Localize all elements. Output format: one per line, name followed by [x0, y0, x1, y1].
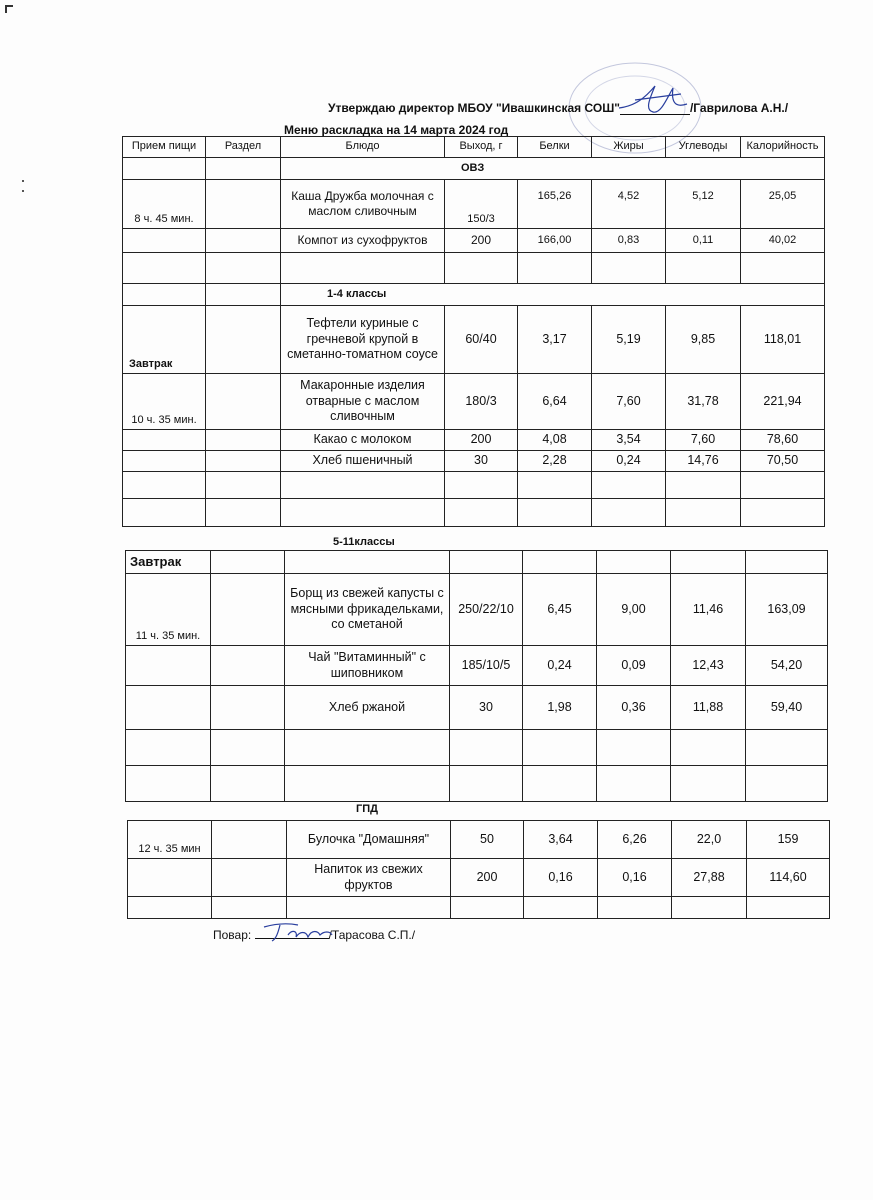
dish-fat: 3,54 — [592, 430, 666, 451]
dish-carbs: 27,88 — [672, 859, 747, 897]
section-row-1-4 — [123, 284, 825, 306]
meal-time-gpd: 12 ч. 35 мин — [128, 821, 212, 859]
meal-label-5-11: Завтрак — [126, 551, 211, 574]
table-row — [126, 574, 828, 646]
dish-protein: 6,45 — [523, 574, 597, 646]
page-speck — [22, 190, 24, 192]
dish-output: 185/10/5 — [450, 646, 523, 686]
dish-name: Макаронные изделия отварные с маслом сливочным — [281, 374, 445, 430]
table-row-empty — [126, 766, 828, 802]
dish-output: 250/22/10 — [450, 574, 523, 646]
table-row-empty — [123, 472, 825, 499]
dish-output: 180/3 — [445, 374, 518, 430]
dish-name: Хлеб ржаной — [285, 686, 450, 730]
section-title-ovz: ОВЗ — [281, 158, 825, 180]
dish-output: 60/40 — [445, 306, 518, 374]
table-row — [123, 430, 825, 451]
dish-carbs: 5,12 — [666, 180, 741, 229]
dish-protein: 3,64 — [524, 821, 598, 859]
dish-protein: 6,64 — [518, 374, 592, 430]
page-speck — [22, 180, 24, 182]
meal-label-1-4: Завтрак — [123, 306, 206, 374]
dish-calories: 118,01 — [741, 306, 825, 374]
menu-table-top — [122, 136, 825, 527]
dish-calories: 159 — [747, 821, 830, 859]
dish-calories: 70,50 — [741, 451, 825, 472]
director-signature — [615, 78, 695, 123]
meal-time-ovz: 8 ч. 45 мин. — [123, 180, 206, 229]
dish-fat: 5,19 — [592, 306, 666, 374]
dish-calories: 59,40 — [746, 686, 828, 730]
col-section: Раздел — [206, 137, 281, 158]
section-title-gpd: ГПД — [356, 803, 378, 815]
table-row-empty — [128, 897, 830, 919]
dish-name: Напиток из свежих фруктов — [287, 859, 451, 897]
section-title-5-11: 5-11классы — [333, 536, 395, 548]
table-row-empty — [126, 730, 828, 766]
dish-carbs: 11,46 — [671, 574, 746, 646]
dish-name: Тефтели куриные с гречневой крупой в сметанно-томатном соусе — [281, 306, 445, 374]
dish-output: 30 — [445, 451, 518, 472]
section-row-ovz — [123, 158, 825, 180]
dish-name: Борщ из свежей капусты с мясными фрикадельками, со сметаной — [285, 574, 450, 646]
cook-name: /Тарасова С.П./ — [328, 928, 416, 942]
dish-protein: 2,28 — [518, 451, 592, 472]
dish-carbs: 22,0 — [672, 821, 747, 859]
table-row — [126, 646, 828, 686]
table-row — [126, 551, 828, 574]
director-name: /Гаврилова А.Н./ — [689, 101, 789, 115]
table-row — [126, 686, 828, 730]
dish-calories: 25,05 — [741, 180, 825, 229]
col-calories: Калорийность — [741, 137, 825, 158]
dish-fat: 0,24 — [592, 451, 666, 472]
table-row — [123, 306, 825, 374]
meal-time-1-4: 10 ч. 35 мин. — [123, 374, 206, 430]
dish-carbs: 0,11 — [666, 229, 741, 253]
dish-carbs: 9,85 — [666, 306, 741, 374]
dish-fat: 6,26 — [598, 821, 672, 859]
menu-table-gpd — [127, 820, 830, 919]
dish-name: Булочка "Домашняя" — [287, 821, 451, 859]
dish-carbs: 14,76 — [666, 451, 741, 472]
table-row — [123, 229, 825, 253]
dish-name: Чай "Витаминный" с шиповником — [285, 646, 450, 686]
col-meal: Прием пищи — [123, 137, 206, 158]
approval-text: Утверждаю директор МБОУ "Ивашкинская СОШ" — [328, 101, 620, 115]
dish-protein: 0,16 — [524, 859, 598, 897]
dish-calories: 163,09 — [746, 574, 828, 646]
dish-fat: 0,36 — [597, 686, 671, 730]
cook-label: Повар: — [213, 928, 252, 942]
table-row — [128, 821, 830, 859]
dish-calories: 54,20 — [746, 646, 828, 686]
dish-calories: 221,94 — [741, 374, 825, 430]
dish-name: Какао с молоком — [281, 430, 445, 451]
dish-output: 200 — [445, 430, 518, 451]
col-dish: Блюдо — [281, 137, 445, 158]
col-carbs: Углеводы — [666, 137, 741, 158]
dish-fat: 0,16 — [598, 859, 672, 897]
dish-carbs: 11,88 — [671, 686, 746, 730]
section-title-1-4: 1-4 классы — [281, 284, 825, 306]
dish-name: Хлеб пшеничный — [281, 451, 445, 472]
table-row-empty — [123, 499, 825, 527]
dish-name: Компот из сухофруктов — [281, 229, 445, 253]
column-header-row — [123, 137, 825, 158]
col-fat: Жиры — [592, 137, 666, 158]
dish-carbs: 7,60 — [666, 430, 741, 451]
dish-carbs: 31,78 — [666, 374, 741, 430]
table-row — [123, 374, 825, 430]
approval-line — [328, 100, 788, 115]
dish-output: 200 — [451, 859, 524, 897]
corner-mark — [5, 5, 13, 13]
cook-signature — [258, 919, 338, 945]
dish-output: 150/3 — [445, 180, 518, 229]
dish-protein: 3,17 — [518, 306, 592, 374]
table-row — [128, 859, 830, 897]
dish-output: 200 — [445, 229, 518, 253]
meal-time-5-11: 11 ч. 35 мин. — [126, 574, 211, 646]
dish-fat: 0,09 — [597, 646, 671, 686]
menu-title: Меню раскладка на 14 марта 2024 год — [284, 123, 509, 137]
table-row — [123, 180, 825, 229]
dish-protein: 0,24 — [523, 646, 597, 686]
dish-fat: 0,83 — [592, 229, 666, 253]
dish-calories: 78,60 — [741, 430, 825, 451]
dish-protein: 166,00 — [518, 229, 592, 253]
dish-output: 50 — [451, 821, 524, 859]
dish-calories: 40,02 — [741, 229, 825, 253]
col-output: Выход, г — [445, 137, 518, 158]
dish-protein: 1,98 — [523, 686, 597, 730]
dish-protein: 165,26 — [518, 180, 592, 229]
col-protein: Белки — [518, 137, 592, 158]
dish-fat: 9,00 — [597, 574, 671, 646]
dish-name: Каша Дружба молочная с маслом сливочным — [281, 180, 445, 229]
dish-fat: 7,60 — [592, 374, 666, 430]
table-row-empty — [123, 253, 825, 284]
dish-calories: 114,60 — [747, 859, 830, 897]
dish-fat: 4,52 — [592, 180, 666, 229]
dish-output: 30 — [450, 686, 523, 730]
dish-carbs: 12,43 — [671, 646, 746, 686]
menu-table-5-11 — [125, 550, 828, 802]
dish-protein: 4,08 — [518, 430, 592, 451]
table-row — [123, 451, 825, 472]
